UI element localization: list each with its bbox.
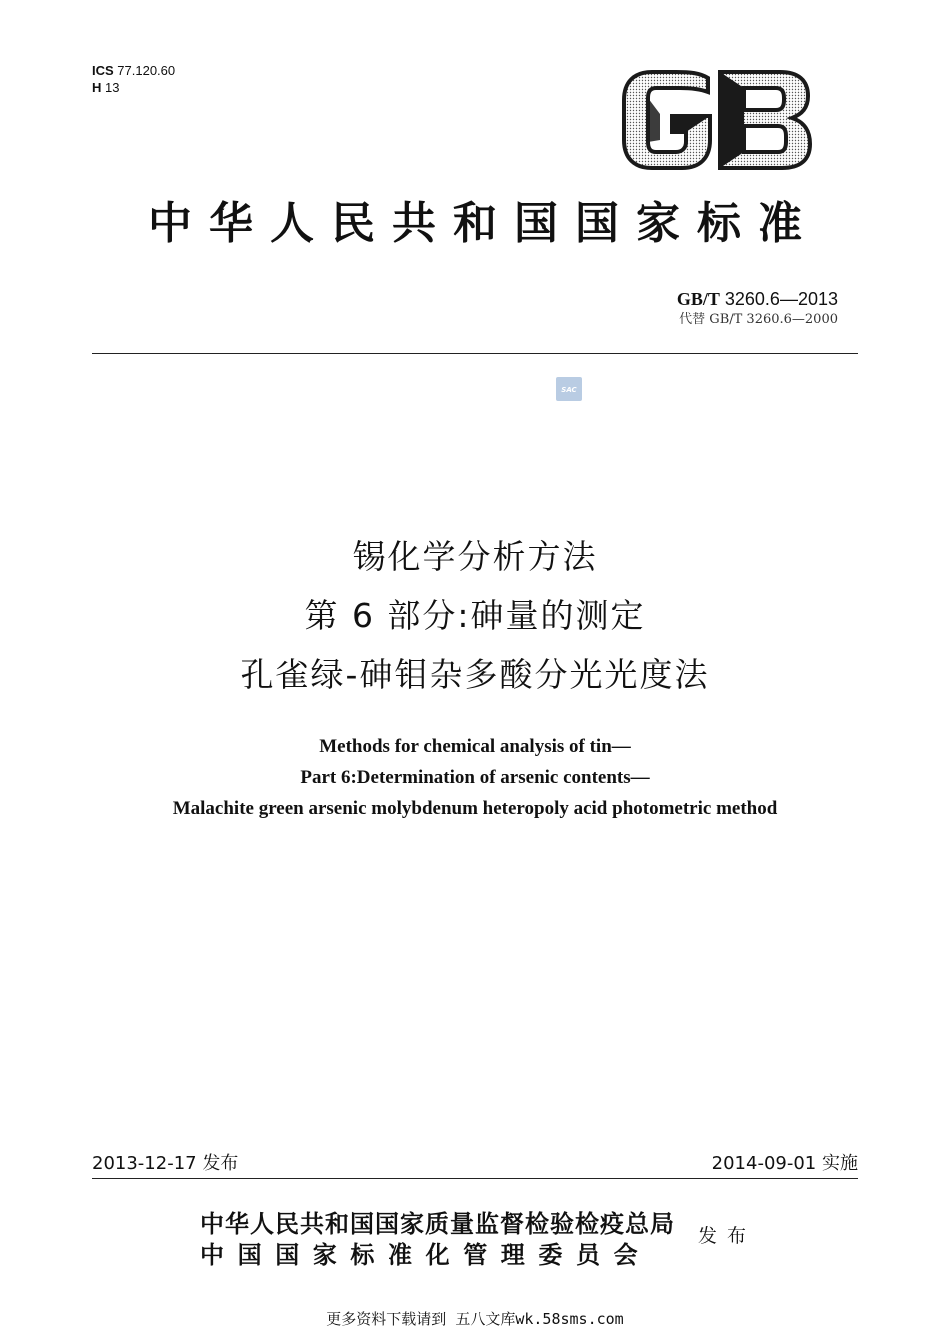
top-divider <box>92 353 858 354</box>
bottom-divider <box>92 1178 858 1179</box>
ccs-code: 13 <box>105 80 120 95</box>
standard-number <box>677 288 838 310</box>
english-title-line-2: Part 6:Determination of arsenic contents— <box>300 767 650 788</box>
sac-watermark-logo <box>556 377 582 401</box>
standard-code: 3260.6—2013 <box>724 289 838 309</box>
english-title-line-3: Malachite green arsenic molybdenum heteropoly acid photometric method <box>172 798 778 819</box>
issuer-sac: 中国国家标准化管理委员会 <box>200 1241 652 1269</box>
download-footer: 更多资料下载请到 五八文库wk.58sms.com <box>326 1310 624 1328</box>
gb-logo-letter-g <box>624 72 710 168</box>
issue-date: 2013-12-17 发布 <box>92 1153 239 1174</box>
implementation-date: 2014-09-01 实施 <box>711 1153 858 1174</box>
ccs-line <box>92 79 175 96</box>
ics-code: 77.120.60 <box>117 63 176 78</box>
replaces-note: 代替 GB/T 3260.6—2000 <box>679 312 838 327</box>
chinese-title-line-2: 第 6 部分:砷量的测定 <box>304 596 646 635</box>
gb-logo-letter-b <box>720 72 810 168</box>
standard-number-block <box>677 288 838 328</box>
english-title-line-1: Methods for chemical analysis of tin— <box>319 736 631 757</box>
issuer-aqsiq: 中华人民共和国国家质量监督检验检疫总局 <box>200 1210 675 1238</box>
publish-label: 发布 <box>698 1225 757 1247</box>
ccs-label: H <box>92 80 102 95</box>
ics-block <box>92 62 175 96</box>
sac-logo-text: SAC <box>561 386 577 394</box>
standard-type-title: 中华人民共和国国家标准 <box>148 198 819 249</box>
chinese-title-line-1: 锡化学分析方法 <box>352 537 598 576</box>
ics-label: ICS <box>92 63 114 78</box>
standard-prefix: GB/T <box>676 289 720 309</box>
gb-logo <box>620 70 812 170</box>
ics-line <box>92 62 175 79</box>
chinese-title-line-3: 孔雀绿-砷钼杂多酸分光光度法 <box>240 655 710 694</box>
